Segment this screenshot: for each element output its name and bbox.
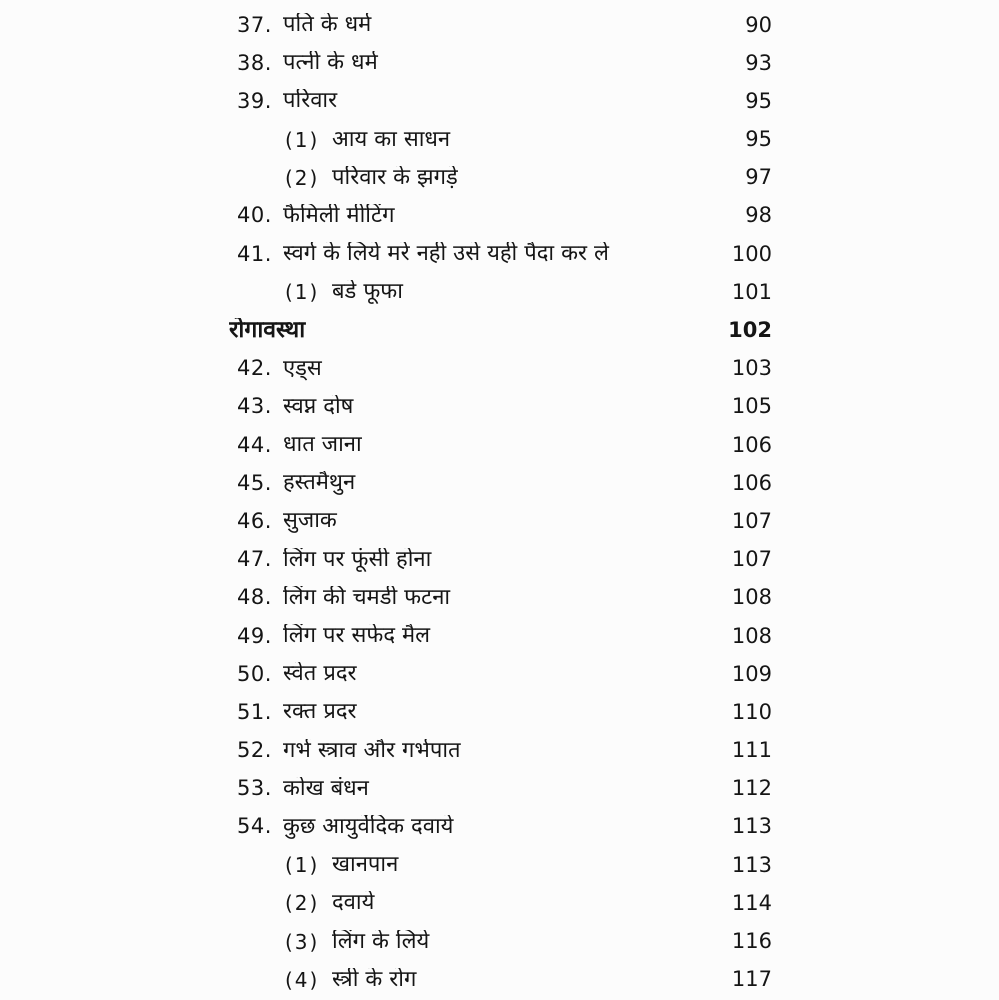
entry-number: 46. [237,508,272,533]
toc-row [0,426,999,464]
entry-title: लिंग के लिये [332,929,430,954]
entry-title: लिंग की चमडी फटना [283,585,451,610]
entry-page: 108 [731,585,772,610]
entry-title: पत्नी के धर्म [283,51,378,76]
entry-number: (2) [285,165,320,190]
entry-number: 43. [237,394,272,419]
entry-title: स्त्री के रोग [332,967,417,992]
entry-number: 45. [237,470,272,495]
entry-number: 48. [237,585,272,610]
entry-number: 39. [237,88,272,113]
entry-number: (1) [285,127,320,152]
toc-row [0,655,999,693]
entry-title: लिंग पर फूंसी होना [283,547,432,572]
entry-number: 38. [237,50,272,75]
entry-number: (2) [285,891,320,916]
toc-row [0,579,999,617]
toc-list [0,6,999,999]
toc-row [0,350,999,388]
entry-page: 101 [731,279,772,304]
entry-page: 106 [731,432,772,457]
toc-subrow [0,273,999,311]
toc-subrow [0,884,999,922]
entry-page: 103 [731,356,772,381]
entry-number: 54. [237,814,272,839]
entry-title: हस्तमैथुन [283,471,356,496]
entry-page: 98 [745,203,772,228]
toc-row [0,693,999,731]
entry-page: 102 [728,318,772,343]
entry-number: 47. [237,547,272,572]
entry-page: 97 [745,165,772,190]
entry-page: 112 [731,776,772,801]
toc-row [0,732,999,770]
entry-title: खानपान [332,853,399,878]
entry-page: 90 [745,12,772,37]
toc-row [0,464,999,502]
entry-title: कुछ आयुर्वेदिक दवाये [283,814,454,839]
toc-row [0,502,999,540]
entry-page: 107 [731,508,772,533]
entry-number: 51. [237,699,272,724]
entry-page: 108 [731,623,772,648]
toc-row [0,541,999,579]
entry-page: 93 [745,50,772,75]
entry-number: 44. [237,432,272,457]
entry-title: लिंग पर सफेद मैल [283,624,431,648]
toc-row [0,617,999,655]
entry-number: 50. [237,661,272,686]
entry-number: (1) [285,853,320,878]
entry-title: पति के धर्म [283,13,372,37]
entry-page: 95 [745,127,772,152]
toc-subrow [0,846,999,884]
entry-number: 41. [237,241,272,266]
entry-number: 52. [237,738,272,763]
entry-number: 42. [237,356,272,381]
entry-page: 111 [731,738,772,763]
toc-subrow [0,923,999,961]
entry-title: फैमिली मीटिंग [283,203,395,228]
entry-title: स्वर्ग के लिये मरे नही उसे यही पैदा कर ले [283,242,609,267]
entry-number: (4) [285,967,320,992]
entry-title: आय का साधन [332,127,451,152]
entry-title: गर्भ स्त्राव और गर्भपात [283,738,461,763]
entry-number: (1) [285,280,320,305]
entry-title: परिवार [283,89,338,114]
entry-title: सुजाक [283,509,337,534]
toc-subrow [0,961,999,999]
toc-row [0,6,999,44]
entry-page: 109 [731,661,772,686]
entry-title: कोख बंधन [283,776,369,801]
toc-row [0,770,999,808]
toc-subrow [0,121,999,159]
toc-row [0,388,999,426]
toc-section-heading [0,312,999,350]
section-title: रोगावस्था [229,317,306,343]
entry-page: 116 [731,929,772,954]
entry-title: रक्त प्रदर [283,700,357,725]
entry-title: स्वेत प्रदर [283,662,357,687]
entry-number: (3) [285,929,320,954]
entry-page: 110 [731,699,772,724]
entry-page: 106 [731,470,772,495]
entry-number: 37. [237,12,272,37]
entry-title: परिवार के झगड़े [332,165,458,190]
entry-page: 113 [731,852,772,877]
entry-title: दवाये [332,891,375,916]
entry-title: एड्स [283,356,322,381]
entry-page: 107 [731,547,772,572]
entry-number: 40. [237,203,272,228]
entry-page: 117 [731,967,772,992]
entry-page: 95 [745,88,772,113]
entry-page: 113 [731,814,772,839]
toc-row [0,44,999,82]
entry-title: स्वप्न दोष [283,394,354,419]
toc-row [0,82,999,120]
entry-page: 105 [731,394,772,419]
toc-row [0,197,999,235]
toc-row [0,808,999,846]
toc-row [0,235,999,273]
entry-page: 100 [731,241,772,266]
entry-title: धात जाना [283,433,362,458]
entry-number: 53. [237,776,272,801]
entry-title: बडे फूफा [332,280,403,305]
entry-page: 114 [731,890,772,915]
entry-number: 49. [237,623,272,648]
toc-subrow [0,159,999,197]
